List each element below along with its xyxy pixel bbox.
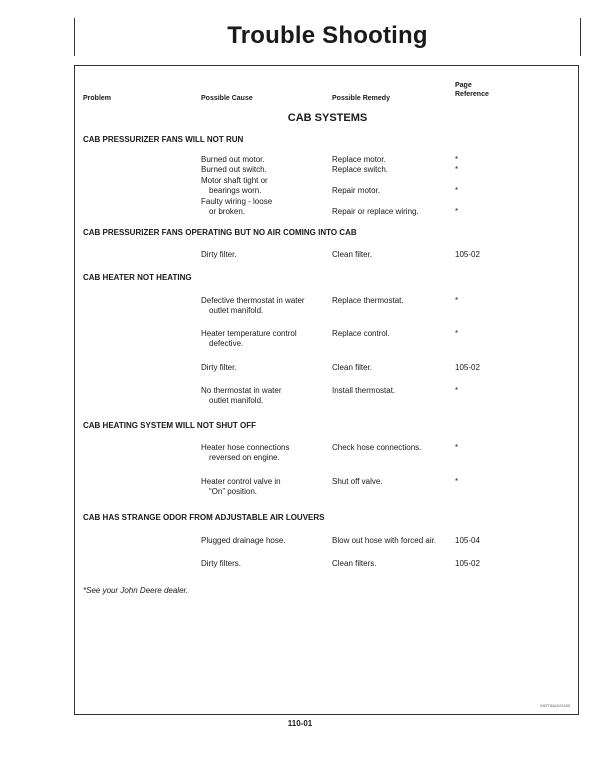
header-problem: Problem xyxy=(83,95,112,102)
remedy-cell: Clean filters. xyxy=(332,559,377,568)
cause-cell: No thermostat in water outlet manifold. xyxy=(201,386,282,405)
page-ref-cell: 105-04 xyxy=(455,536,480,545)
problem-title: CAB HEATER NOT HEATING xyxy=(83,273,192,282)
page-ref-cell: * xyxy=(455,296,459,305)
header-remedy: Possible Remedy xyxy=(332,95,390,102)
page-ref-cell: 105-02 xyxy=(455,363,480,372)
remedy-cell: Repair motor. xyxy=(332,186,381,195)
cause-cell: Defective thermostat in water outlet manifold. xyxy=(201,296,305,315)
header-page-line1: Page xyxy=(455,82,472,89)
page-ref-cell: * xyxy=(455,165,459,174)
document-code: S92TSAG/21183 xyxy=(540,703,570,708)
cause-cell: Plugged drainage hose. xyxy=(201,536,286,545)
remedy-cell: Blow out hose with forced air. xyxy=(332,536,437,545)
header-page-reference xyxy=(455,81,489,99)
cause-cell: Heater control valve in “On” position. xyxy=(201,477,281,496)
section-title: CAB SYSTEMS xyxy=(287,112,368,124)
cause-cell: Faulty wiring - loose or broken. xyxy=(201,197,273,216)
problem-title: CAB PRESSURIZER FANS WILL NOT RUN xyxy=(83,135,244,144)
page-ref-cell: 105-02 xyxy=(455,559,480,568)
cause-cell: Dirty filter. xyxy=(201,363,237,372)
remedy-cell: Check hose connections. xyxy=(332,443,422,452)
page-title: Trouble Shooting xyxy=(227,22,428,49)
remedy-cell: Replace motor. xyxy=(332,155,386,164)
remedy-cell: Replace control. xyxy=(332,329,390,338)
remedy-cell: Clean filter. xyxy=(332,250,373,259)
remedy-cell: Replace switch. xyxy=(332,165,389,174)
page-ref-cell: * xyxy=(455,329,459,338)
page-number: 110-01 xyxy=(287,719,313,728)
cause-cell: Motor shaft tight or bearings worn. xyxy=(201,176,268,195)
remedy-cell: Repair or replace wiring. xyxy=(332,207,419,216)
cause-cell: Burned out switch. xyxy=(201,165,267,174)
remedy-cell: Shut off valve. xyxy=(332,477,383,486)
cause-cell: Dirty filter. xyxy=(201,250,237,259)
troubleshooting-table xyxy=(74,65,579,715)
page-ref-cell: * xyxy=(455,386,459,395)
page-ref-cell: * xyxy=(455,207,459,216)
page-ref-cell: * xyxy=(455,477,459,486)
cause-cell: Burned out motor. xyxy=(201,155,265,164)
remedy-cell: Clean filter. xyxy=(332,363,373,372)
page-ref-cell: * xyxy=(455,443,459,452)
header-cause: Possible Cause xyxy=(201,95,253,102)
problem-title: CAB PRESSURIZER FANS OPERATING BUT NO AIR COMING INTO CAB xyxy=(83,228,357,237)
title-box xyxy=(74,18,581,56)
cause-cell: Heater hose connections reversed on engine. xyxy=(201,443,290,462)
cause-cell: Dirty filters. xyxy=(201,559,241,568)
header-page-line2: Reference xyxy=(455,91,489,98)
problem-title: CAB HAS STRANGE ODOR FROM ADJUSTABLE AIR LOUVERS xyxy=(83,513,325,522)
remedy-cell: Install thermostat. xyxy=(332,386,396,395)
problem-title: CAB HEATING SYSTEM WILL NOT SHUT OFF xyxy=(83,421,257,430)
remedy-cell: Replace thermostat. xyxy=(332,296,404,305)
page-ref-cell: * xyxy=(455,155,459,164)
cause-cell: Heater temperature control defective. xyxy=(201,329,297,348)
footnote: *See your John Deere dealer. xyxy=(83,586,189,595)
page-ref-cell: 105-02 xyxy=(455,250,480,259)
page-ref-cell: * xyxy=(455,186,459,195)
